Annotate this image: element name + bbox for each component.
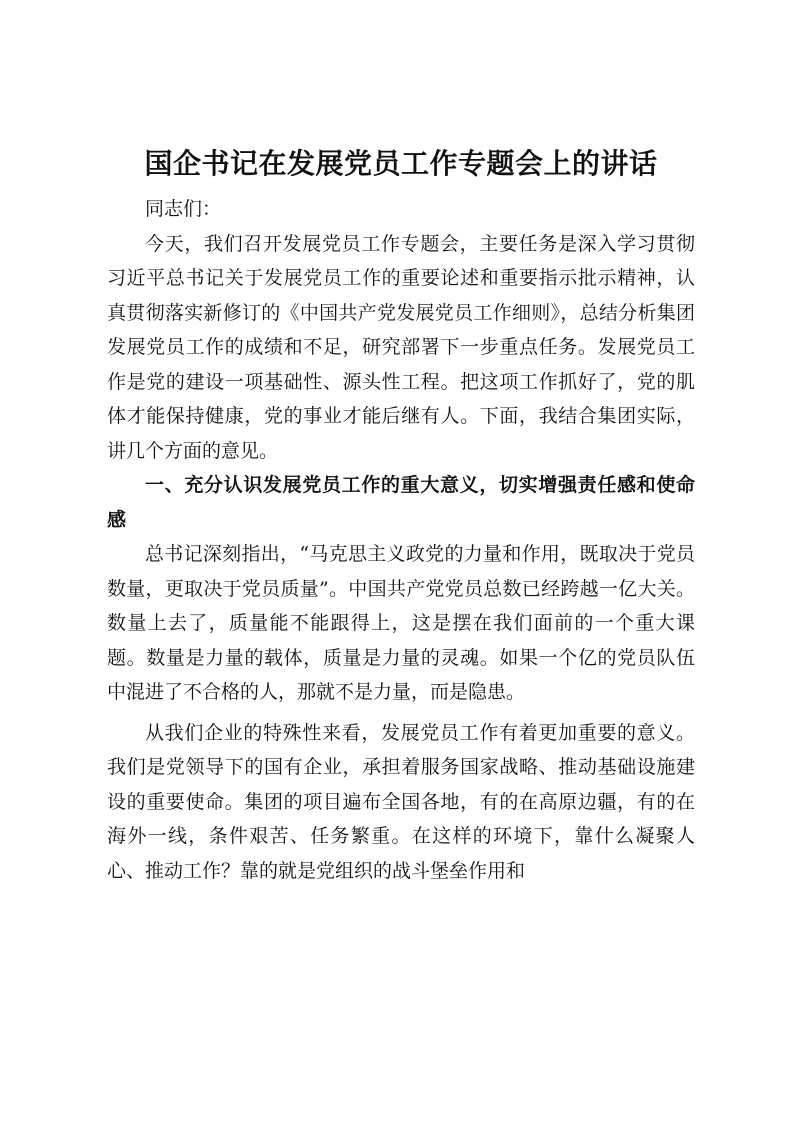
intro-paragraph: 今天，我们召开发展党员工作专题会，主要任务是深入学习贯彻习近平总书记关于发展党员工作的重要论述和重要指示批示精神，认真贯彻落实新修订的《中国共产党发展党员工作细则》，总结分析集团发展党员工作的成绩和不足，研究部署下一步重点任务。发展党员工作是党的建设一项基础性、源头性工程。把这项工作抓好了，党的肌体才能保持健康，党的事业才能后继有人。下面，我结合集团实际，讲几个方面的意见。 (107, 232, 695, 462)
section-paragraph-1: 总书记深刻指出，“马克思主义政党的力量和作用，既取决于党员数量，更取决于党员质量”。中国共产党党员总数已经跨越一亿大关。数量上去了，质量能不能跟得上，这是摆在我们面前的一个重大课题。数量是力量的载体，质量是力量的灵魂。如果一个亿的党员队伍中混进了不合格的人，那就不是力量，而是隐患。 (107, 543, 695, 703)
section-paragraph-2: 从我们企业的特殊性来看，发展党员工作有着更加重要的意义。我们是党领导下的国有企业，承担着服务国家战略、推动基础设施建设的重要使命。集团的项目遍布全国各地，有的在高原边疆，有的在海外一线，条件艰苦、任务繁重。在这样的环境下，靠什么凝聚人心、推动工作？靠的就是党组织的战斗堡垒作用和 (107, 721, 695, 882)
salutation: 同志们： (145, 198, 222, 220)
document-body (107, 140, 695, 888)
document-title: 国企书记在发展党员工作专题会上的讲话 (144, 147, 658, 180)
section-heading: 一、充分认识发展党员工作的重大意义，切实增强责任感和使命感 (107, 474, 695, 531)
